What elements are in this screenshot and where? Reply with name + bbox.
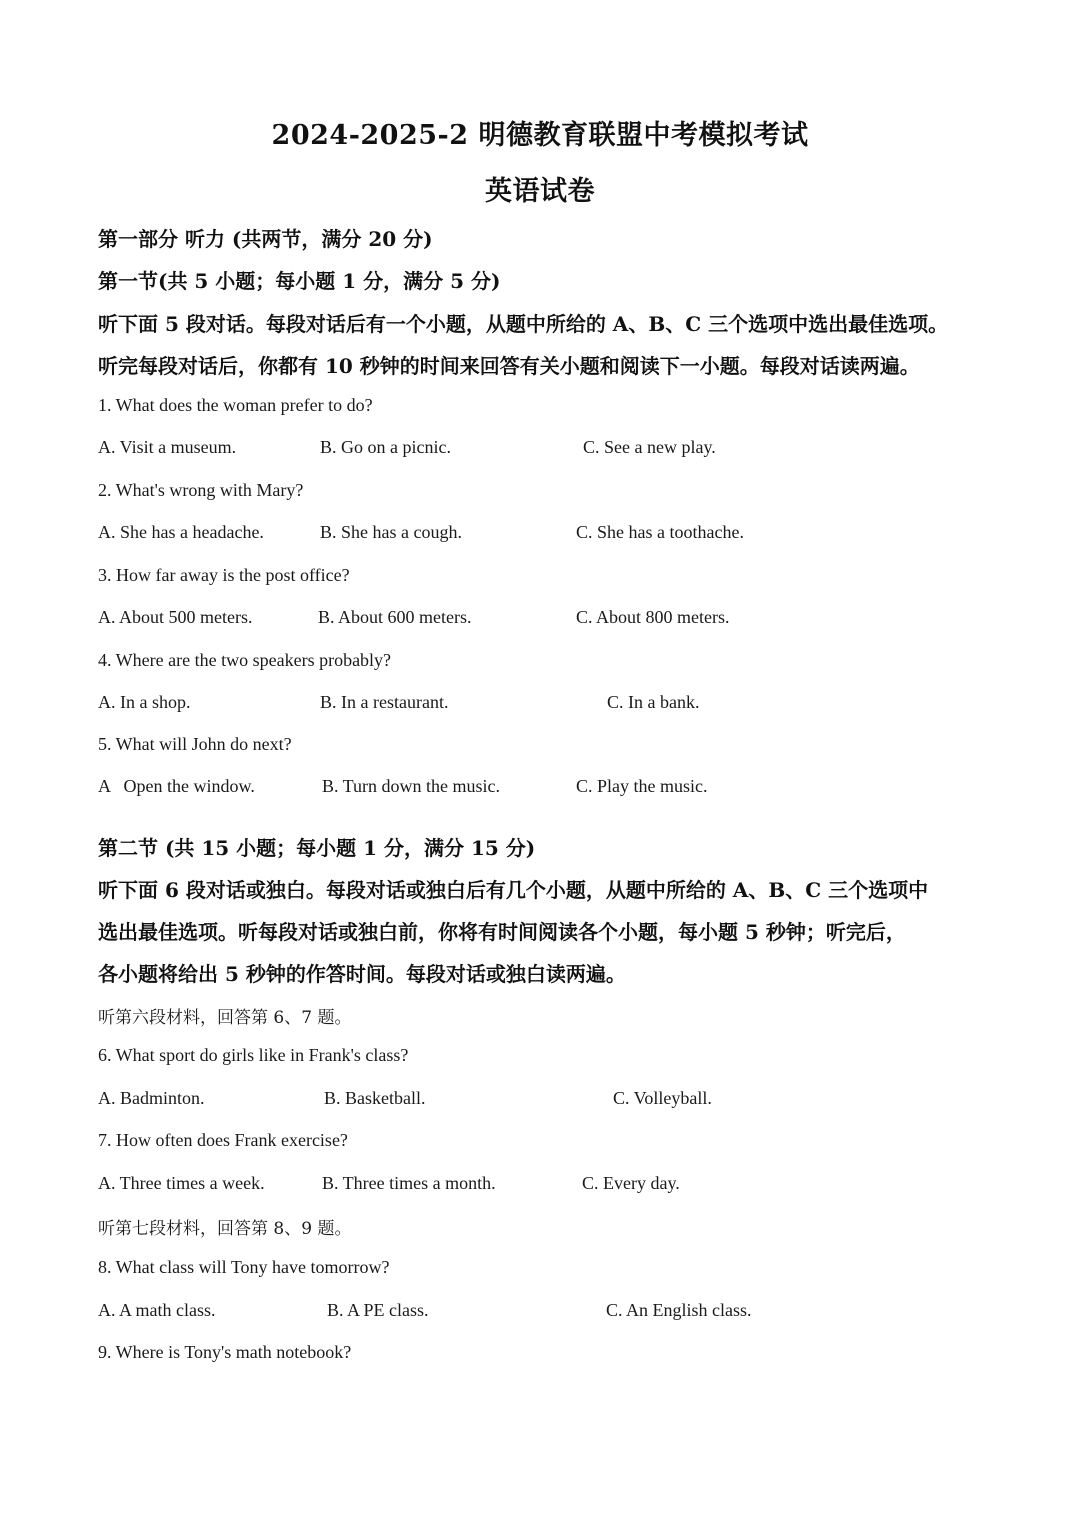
- option-c: C. Every day.: [582, 1173, 680, 1193]
- option-c: C. About 800 meters.: [576, 607, 730, 627]
- question-stem: 7. How often does Frank exercise?: [98, 1130, 348, 1150]
- section2-instruction-line: 听下面 6 段对话或独白。每段对话或独白后有几个小题，从题中所给的 A、B、C 三个选项中: [98, 878, 929, 902]
- option-c: C. In a bank.: [607, 692, 700, 712]
- section1-heading: 第一节(共 5 小题；每小题 1 分，满分 5 分): [98, 269, 501, 293]
- section2-heading: 第二节 (共 15 小题；每小题 1 分，满分 15 分): [98, 836, 536, 860]
- option-c: C. Volleyball.: [613, 1088, 712, 1108]
- option-a: A. A math class.: [98, 1300, 216, 1320]
- question-stem: 6. What sport do girls like in Frank's class?: [98, 1045, 409, 1065]
- section2-instruction-line: 各小题将给出 5 秒钟的作答时间。每段对话或独白读两遍。: [98, 962, 626, 986]
- option-a: A. She has a headache.: [98, 522, 264, 542]
- material-note: 听第七段材料，回答第 8、9 题。: [98, 1219, 352, 1239]
- question-stem: 1. What does the woman prefer to do?: [98, 395, 373, 415]
- section1-instruction-line: 听下面 5 段对话。每段对话后有一个小题，从题中所给的 A、B、C 三个选项中选出最佳选项。: [98, 312, 949, 336]
- option-c: C. See a new play.: [583, 437, 716, 457]
- material-note: 听第六段材料，回答第 6、7 题。: [98, 1008, 352, 1028]
- option-c: C. An English class.: [606, 1300, 752, 1320]
- question-stem: 9. Where is Tony's math notebook?: [98, 1342, 352, 1362]
- question-stem: 2. What's wrong with Mary?: [98, 480, 304, 500]
- question-stem: 3. How far away is the post office?: [98, 565, 350, 585]
- part1-heading: 第一部分 听力 (共两节，满分 20 分): [98, 227, 433, 251]
- option-a: A Open the window.: [98, 776, 255, 796]
- option-c: C. She has a toothache.: [576, 522, 744, 542]
- option-b: B. A PE class.: [327, 1300, 429, 1320]
- option-a: A. About 500 meters.: [98, 607, 253, 627]
- question-stem: 4. Where are the two speakers probably?: [98, 650, 392, 670]
- option-a: A. In a shop.: [98, 692, 191, 712]
- section2-instruction-line: 选出最佳选项。听每段对话或独白前，你将有时间阅读各个小题，每小题 5 秒钟；听完后，: [98, 920, 906, 944]
- option-b: B. She has a cough.: [320, 522, 462, 542]
- option-b: B. Turn down the music.: [322, 776, 501, 796]
- question-stem: 5. What will John do next?: [98, 734, 292, 754]
- section1-instruction-line: 听完每段对话后，你都有 10 秒钟的时间来回答有关小题和阅读下一小题。每段对话读两遍。: [98, 354, 920, 378]
- option-b: B. About 600 meters.: [318, 607, 472, 627]
- option-b: B. Go on a picnic.: [320, 437, 451, 457]
- option-b: B. Three times a month.: [322, 1173, 496, 1193]
- option-a: A. Three times a week.: [98, 1173, 265, 1193]
- option-a: A. Visit a museum.: [98, 437, 237, 457]
- exam-subtitle: 英语试卷: [485, 176, 595, 207]
- question-stem: 8. What class will Tony have tomorrow?: [98, 1257, 390, 1277]
- option-c: C. Play the music.: [576, 776, 708, 796]
- exam-title: 2024-2025-2 明德教育联盟中考模拟考试: [271, 120, 809, 151]
- option-a: A. Badminton.: [98, 1088, 205, 1108]
- option-b: B. In a restaurant.: [320, 692, 449, 712]
- option-b: B. Basketball.: [324, 1088, 426, 1108]
